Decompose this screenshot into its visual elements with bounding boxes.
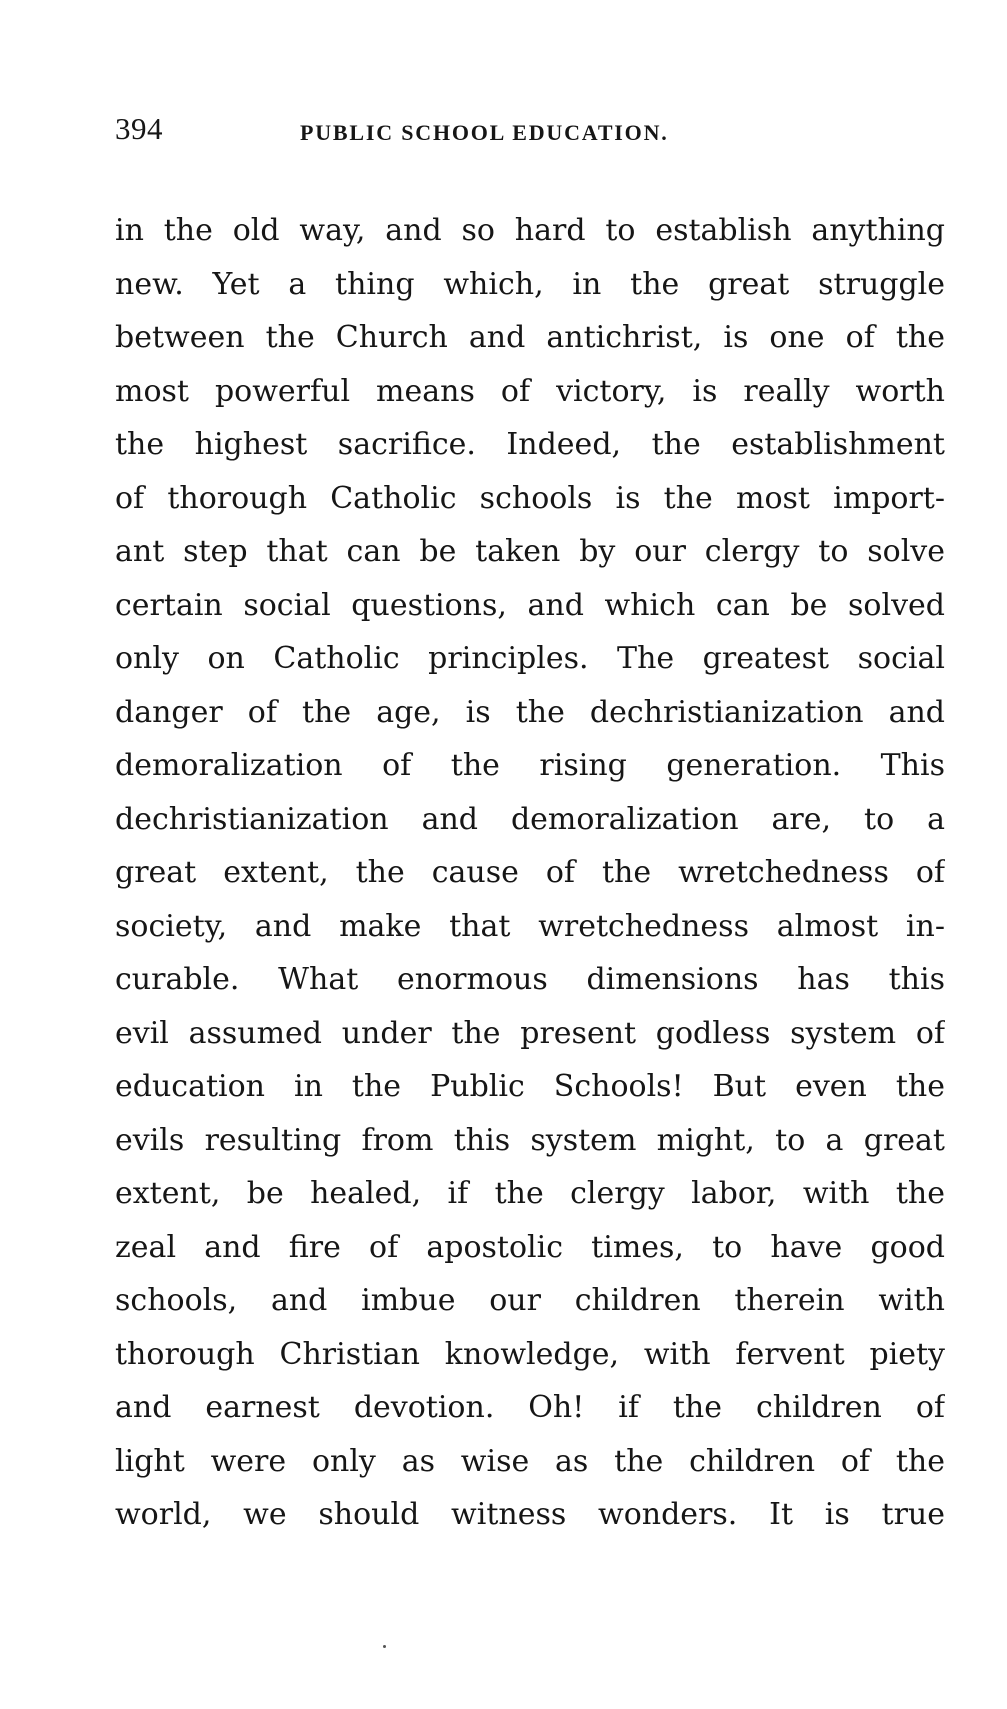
text-line: ant step that can be taken by our clergy to solve — [115, 534, 945, 569]
text-line: most powerful means of victory, is really worth — [115, 373, 945, 409]
text-line: in the old way, and so hard to establish anything — [115, 213, 945, 248]
text-line: great extent, the cause of the wretchedness of — [115, 855, 945, 890]
text-line: curable. What enormous dimensions has this — [115, 962, 945, 997]
text-line: of thorough Catholic schools is the most import- — [115, 480, 945, 516]
text-line: and earnest devotion. Oh! if the children of — [115, 1390, 945, 1425]
text-line: the highest sacrifice. Indeed, the establishment — [115, 427, 945, 462]
text-line: society, and make that wretchedness almost in- — [115, 908, 945, 944]
page-number: 394 — [115, 111, 163, 146]
text-line: light were only as wise as the children of the — [115, 1443, 945, 1479]
text-line: dechristianization and demoralization are, to a — [115, 801, 945, 837]
text-line: between the Church and antichrist, is one of the — [115, 320, 945, 355]
text-line: zeal and fire of apostolic times, to have good — [115, 1229, 945, 1265]
text-line: schools, and imbue our children therein with — [115, 1283, 945, 1318]
text-line: evils resulting from this system might, to a great — [115, 1122, 945, 1158]
text-line: evil assumed under the present godless system of — [115, 1015, 945, 1051]
body-text — [115, 204, 945, 1542]
running-title: PUBLIC SCHOOL EDUCATION. — [300, 120, 669, 145]
text-line: only on Catholic principles. The greatest social — [115, 641, 945, 676]
text-line: thorough Christian knowledge, with fervent piety — [115, 1336, 945, 1372]
text-line: world, we should witness wonders. It is true — [115, 1497, 945, 1532]
text-line: demoralization of the rising generation. This — [115, 748, 945, 783]
text-line: education in the Public Schools! But even the — [115, 1069, 945, 1104]
text-line: certain social questions, and which can be solved — [115, 587, 945, 623]
text-line: extent, be healed, if the clergy labor, with the — [115, 1176, 945, 1211]
print-speck — [383, 1645, 386, 1648]
text-line: new. Yet a thing which, in the great struggle — [115, 266, 945, 302]
text-line: danger of the age, is the dechristianization and — [115, 694, 945, 730]
page-header — [115, 112, 945, 152]
